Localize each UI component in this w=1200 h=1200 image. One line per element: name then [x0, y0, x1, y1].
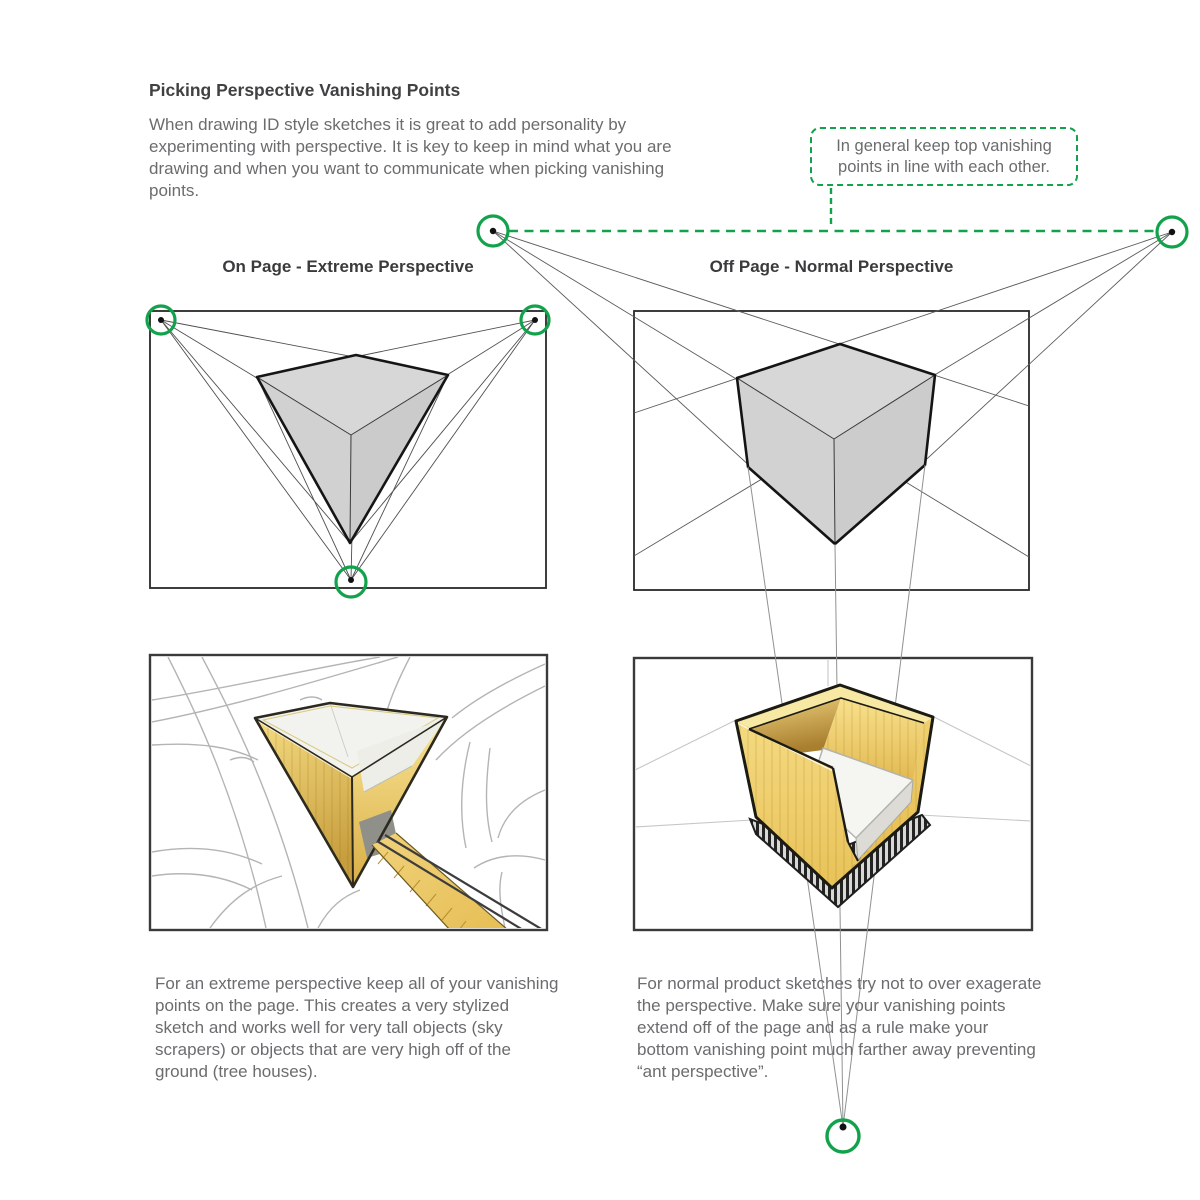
page-title: Picking Perspective Vanishing Points	[149, 80, 461, 100]
heading-on-page-extreme: On Page - Extreme Perspective	[222, 257, 474, 276]
caption-extreme-perspective: For an extreme perspective keep all of your vanishing points on the page. This creates a very stylized sketch and works well for very tall objects (sky scrapers) or objects that are very high off of the ground (tree houses).	[155, 974, 559, 1082]
intro-paragraph: When drawing ID style sketches it is great to add personality by experimenting with perspective. It is key to keep in mind what you are drawing and when you want to communicate when picking vanishing points.	[149, 115, 672, 201]
vanishing-point-dot	[348, 577, 354, 583]
callout-top-vanishing-note: In general keep top vanishing points in line with each other.	[810, 127, 1078, 186]
vanishing-point-dot	[840, 1124, 847, 1131]
heading-off-page-normal: Off Page - Normal Perspective	[709, 257, 954, 276]
caption-normal-perspective: For normal product sketches try not to over exagerate the perspective. Make sure your vanishing points extend off of the page and as a rule make your bottom vanishing point much farther away preventing “ant perspective”.	[637, 974, 1042, 1082]
vanishing-point-dot	[532, 317, 538, 323]
vanishing-point-dot	[158, 317, 164, 323]
vanishing-point-dot	[490, 228, 496, 234]
vanishing-point-dot	[1169, 229, 1175, 235]
